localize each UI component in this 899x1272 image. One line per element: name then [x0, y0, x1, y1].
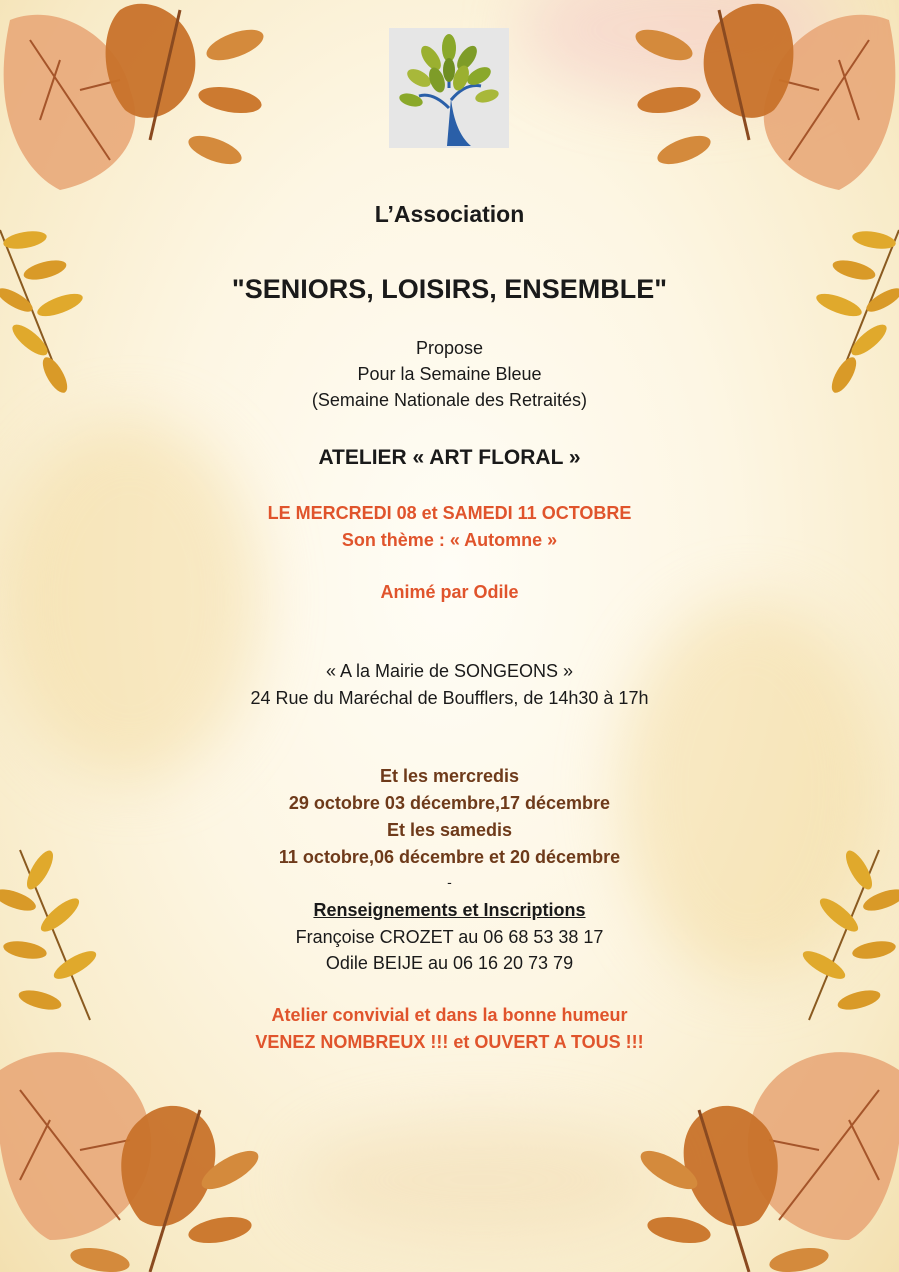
- association-name: "SENIORS, LOISIRS, ENSEMBLE": [231, 274, 668, 304]
- contact-person: Odile BEIJE au 06 16 20 73 79: [325, 953, 574, 973]
- separator-dash: -: [447, 874, 452, 890]
- background-wash: [300, 1120, 660, 1240]
- proposal-line: (Semaine Nationale des Retraités): [311, 390, 588, 410]
- schedule-label: Et les samedis: [386, 820, 513, 840]
- location-address: 24 Rue du Maréchal de Boufflers, de 14h30 à 17h: [250, 688, 649, 708]
- workshop-title: ATELIER « ART FLORAL »: [318, 446, 581, 469]
- association-intro: L’Association: [374, 201, 525, 227]
- location-place: « A la Mairie de SONGEONS »: [325, 661, 574, 681]
- tree-logo-icon: [389, 28, 509, 148]
- contact-heading: Renseignements et Inscriptions: [313, 900, 586, 920]
- schedule-label: Et les mercredis: [379, 766, 520, 786]
- schedule-dates: 29 octobre 03 décembre,17 décembre: [288, 793, 611, 813]
- association-logo: [389, 28, 509, 148]
- workshop-theme: Son thème : « Automne »: [341, 530, 558, 550]
- proposal-line: Pour la Semaine Bleue: [357, 364, 542, 384]
- contact-person: Françoise CROZET au 06 68 53 38 17: [295, 927, 604, 947]
- footer-line: VENEZ NOMBREUX !!! et OUVERT A TOUS !!!: [255, 1032, 644, 1052]
- workshop-host: Animé par Odile: [380, 582, 519, 602]
- workshop-dates: LE MERCREDI 08 et SAMEDI 11 OCTOBRE: [267, 503, 632, 523]
- schedule-dates: 11 octobre,06 décembre et 20 décembre: [278, 847, 621, 867]
- proposal-line: Propose: [415, 338, 484, 358]
- footer-line: Atelier convivial et dans la bonne humeur: [271, 1005, 628, 1025]
